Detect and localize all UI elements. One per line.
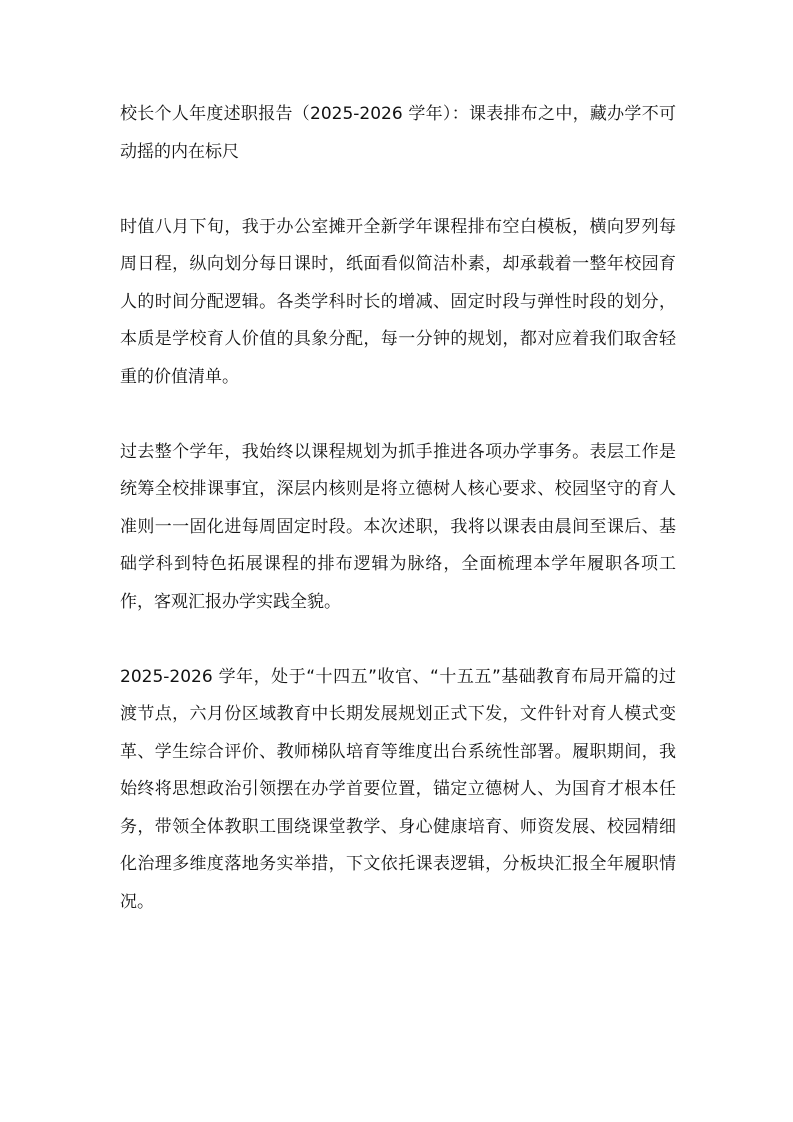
paragraph-2: 过去整个学年，我始终以课程规划为抓手推进各项办学事务。表层工作是统筹全校排课事宜，深层内核则是将立德树人核心要求、校园坚守的育人准则一一固化进每周固定时段。本次述职，我将以课表由晨间至课后、基础学科到特色拓展课程的排布逻辑为脉络，全面梳理本学年履职各项工作，客观汇报办学实践全貌。 (120, 441, 676, 612)
document-title: 校长个人年度述职报告（2025-2026 学年）：课表排布之中，藏办学不可动摇的内在标尺 (120, 104, 676, 162)
paragraph-3: 2025-2026 学年，处于“十四五”收官、“十五五”基础教育布局开篇的过渡节点，六月份区域教育中长期发展规划正式下发，文件针对育人模式变革、学生综合评价、教师梯队培育等维度出台系统性部署。履职期间，我始终将思想政治引领摆在办学首要位置，锚定立德树人、为国育才根本任务，带领全体教职工围绕课堂教学、身心健康培育、师资发展、校园精细化治理多维度落地务实举措，下文依托课表逻辑，分板块汇报全年履职情况。 (120, 666, 676, 912)
document-body (120, 96, 676, 921)
paragraph-1: 时值八月下旬，我于办公室摊开全新学年课程排布空白模板，横向罗列每周日程，纵向划分每日课时，纸面看似简洁朴素，却承载着一整年校园育人的时间分配逻辑。各类学科时长的增减、固定时段与弹性时段的划分，本质是学校育人价值的具象分配，每一分钟的规划，都对应着我们取舍轻重的价值清单。 (120, 216, 676, 387)
